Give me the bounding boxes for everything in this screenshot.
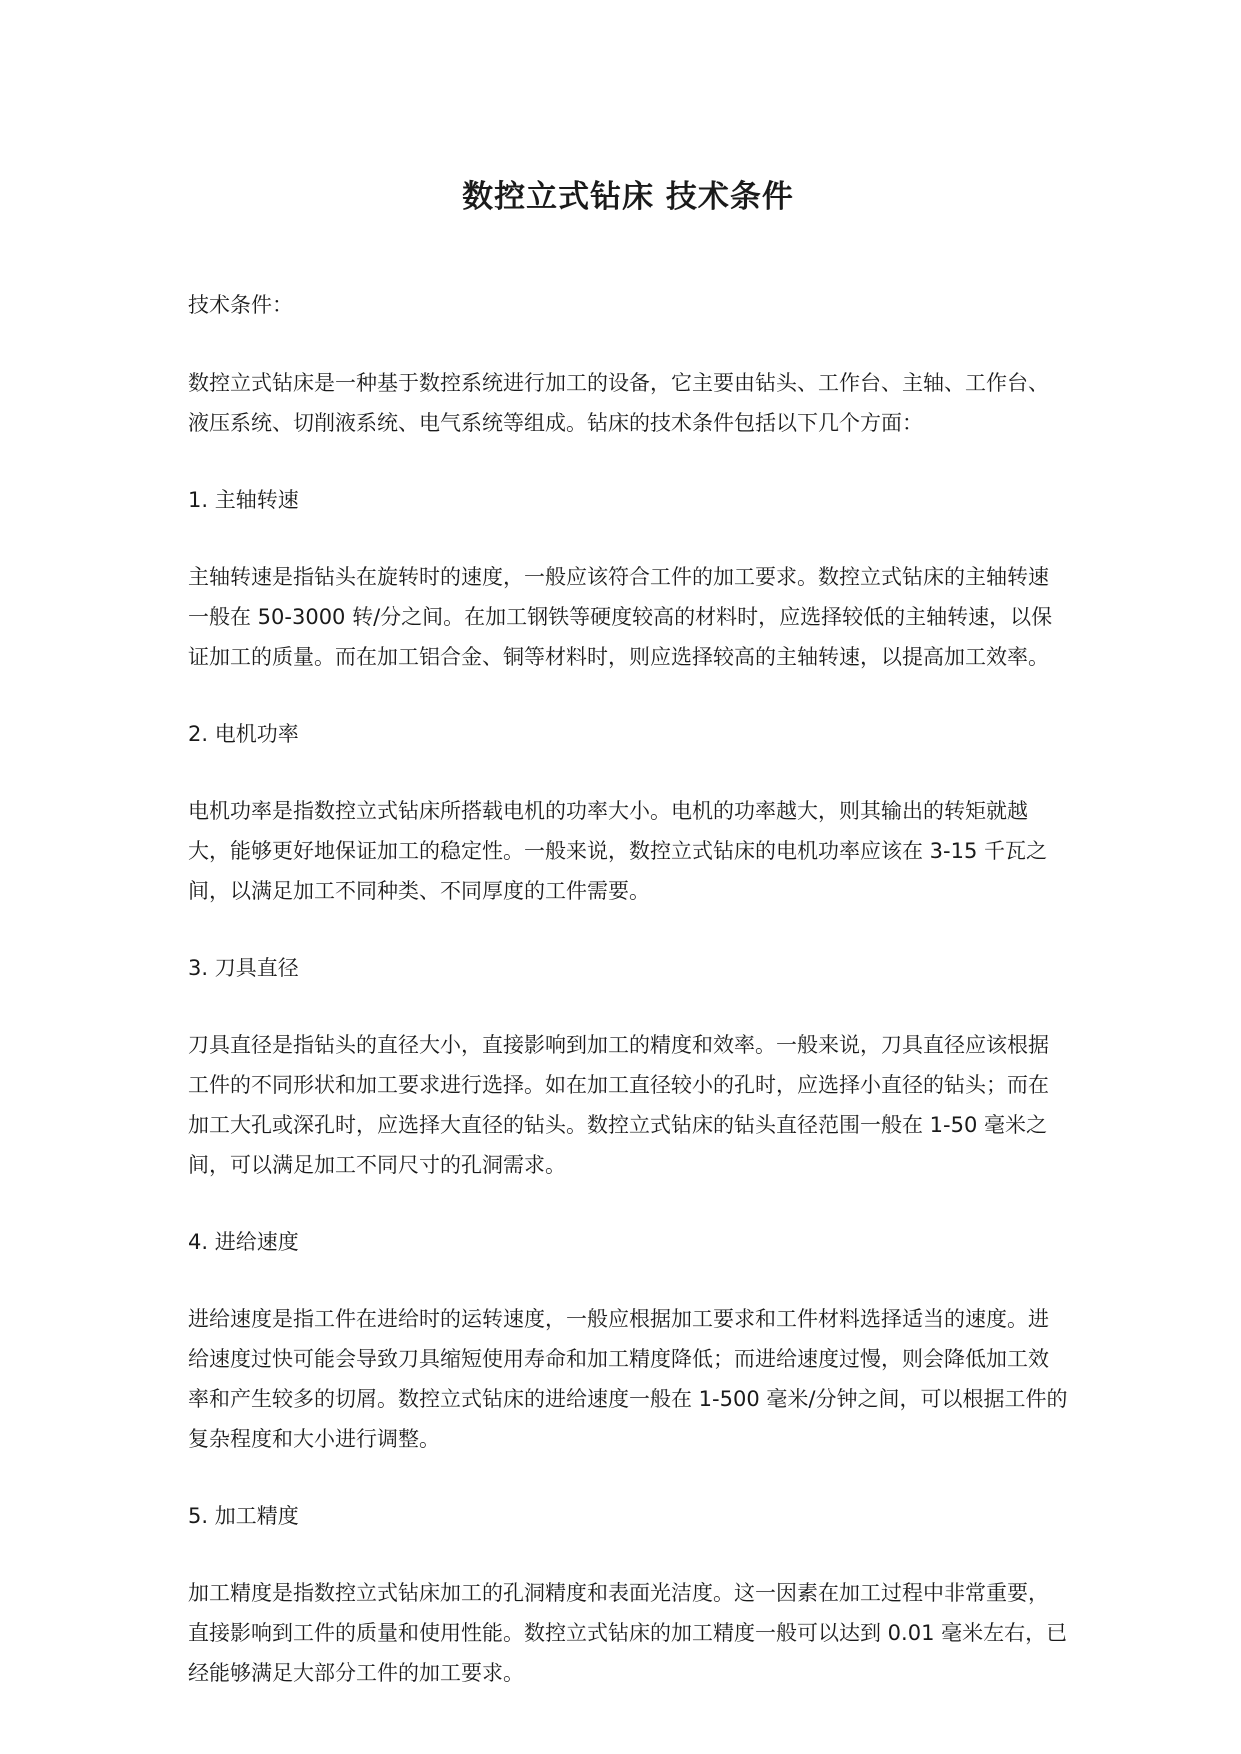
document-title: 数控立式钻床 技术条件 — [462, 179, 794, 215]
section-heading-machining-accuracy: 5. 加工精度 — [188, 1504, 299, 1528]
section — [188, 480, 1068, 677]
section — [188, 714, 1068, 911]
section-body-motor-power: 电机功率是指数控立式钻床所搭载电机的功率大小。电机的功率越大，则其输出的转矩就越大，能够更好地保证加工的稳定性。一般来说，数控立式钻床的电机功率应该在 3-15 千瓦之间，以满足加工不同种类、不同厚度的工件需要。 — [188, 799, 1048, 903]
section-heading-feed-speed: 4. 进给速度 — [188, 1230, 299, 1254]
section-body-feed-speed: 进给速度是指工件在进给时的运转速度，一般应根据加工要求和工件材料选择适当的速度。进给速度过快可能会导致刀具缩短使用寿命和加工精度降低；而进给速度过慢，则会降低加工效率和产生较多的切屑。数控立式钻床的进给速度一般在 1-500 毫米/分钟之间，可以根据工件的复杂程度和大小进行调整。 — [188, 1307, 1068, 1451]
section-body-spindle-speed: 主轴转速是指钻头在旋转时的速度，一般应该符合工件的加工要求。数控立式钻床的主轴转速一般在 50-3000 转/分之间。在加工钢铁等硬度较高的材料时，应选择较低的主轴转速，以保证加工的质量。而在加工铝合金、铜等材料时，则应选择较高的主轴转速，以提高加工效率。 — [188, 565, 1053, 669]
section-heading-tool-diameter: 3. 刀具直径 — [188, 956, 299, 980]
section — [188, 948, 1068, 1185]
document-body — [188, 285, 1068, 1730]
section — [188, 1496, 1068, 1693]
section-heading-motor-power: 2. 电机功率 — [188, 722, 299, 746]
section-body-machining-accuracy: 加工精度是指数控立式钻床加工的孔洞精度和表面光洁度。这一因素在加工过程中非常重要，直接影响到工件的质量和使用性能。数控立式钻床的加工精度一般可以达到 0.01 毫米左右，已经能够满足大部分工件的加工要求。 — [188, 1581, 1068, 1685]
section — [188, 1222, 1068, 1459]
section-label: 技术条件： — [188, 293, 293, 317]
intro-paragraph: 数控立式钻床是一种基于数控系统进行加工的设备，它主要由钻头、工作台、主轴、工作台、液压系统、切削液系统、电气系统等组成。钻床的技术条件包括以下几个方面： — [188, 371, 1049, 435]
section-heading-spindle-speed: 1. 主轴转速 — [188, 488, 299, 512]
section-body-tool-diameter: 刀具直径是指钻头的直径大小，直接影响到加工的精度和效率。一般来说，刀具直径应该根据工件的不同形状和加工要求进行选择。如在加工直径较小的孔时，应选择小直径的钻头；而在加工大孔或深孔时，应选择大直径的钻头。数控立式钻床的钻头直径范围一般在 1-50 毫米之间，可以满足加工不同尺寸的孔洞需求。 — [188, 1033, 1049, 1177]
